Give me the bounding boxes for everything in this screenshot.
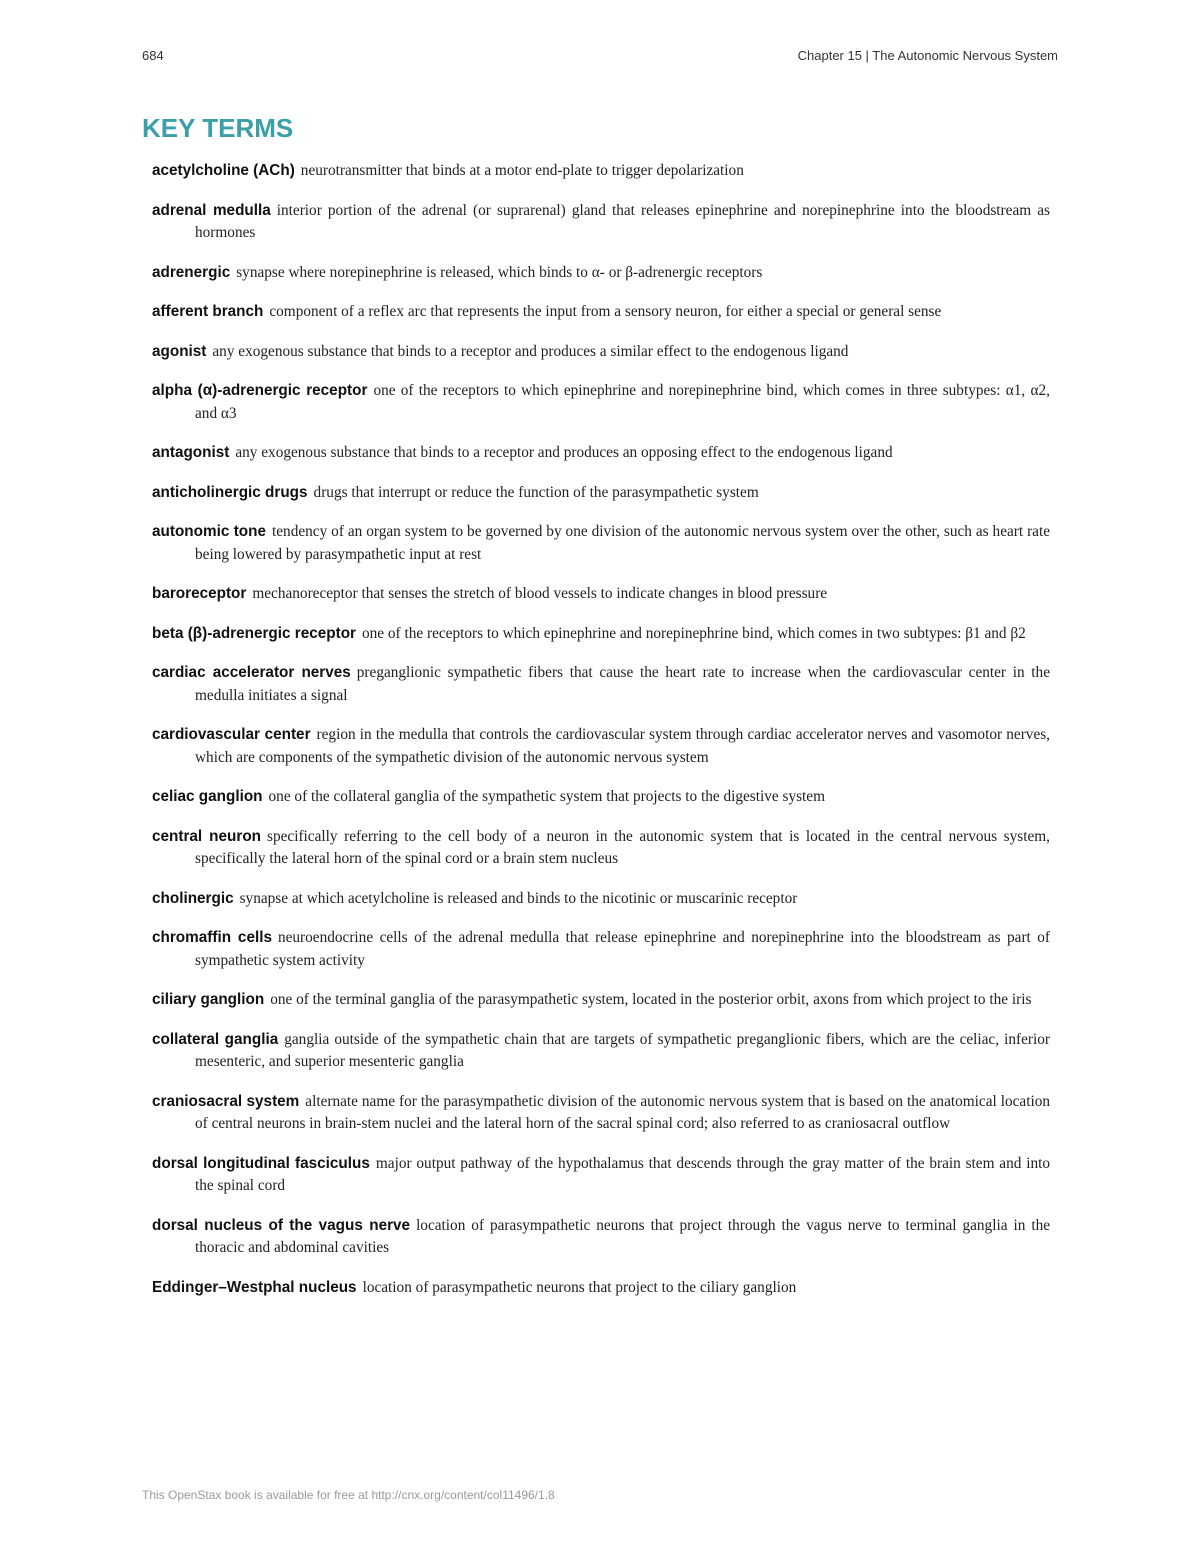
running-header: Chapter 15 | The Autonomic Nervous System — [797, 48, 1058, 63]
term-name: dorsal nucleus of the vagus nerve — [152, 1216, 411, 1234]
term-definition: component of a reflex arc that represents the input from a sensory neuron, for either a special or general sense — [269, 303, 942, 320]
term-definition: synapse at which acetylcholine is released and binds to the nicotinic or muscarinic receptor — [239, 889, 798, 907]
term-definition: synapse where norepinephrine is released, which binds to α- or β-adrenergic receptors — [236, 263, 763, 281]
section-title: KEY TERMS — [142, 113, 294, 143]
term-name: acetylcholine (ACh) — [152, 162, 295, 179]
glossary-entry — [152, 623, 1050, 646]
glossary-entry — [152, 160, 1050, 183]
term-definition: specifically referring to the cell body of a neuron in the autonomic system that is located in the central nervous system, specifically the lateral horn of the spinal cord or a brain stem nucleus — [195, 827, 1050, 867]
glossary-entry — [152, 1277, 1050, 1300]
term-name: cardiovascular center — [152, 726, 311, 743]
glossary-entry — [152, 1029, 1050, 1074]
term-definition: one of the receptors to which epinephrine and norepinephrine bind, which comes in three subtypes: α1, α2, and α3 — [195, 382, 1050, 422]
term-definition: interior portion of the adrenal (or suprarenal) gland that releases epinephrine and norepinephrine into the bloodstream as hormones — [195, 201, 1050, 241]
term-name: autonomic tone — [152, 523, 267, 540]
term-name: adrenal medulla — [152, 201, 271, 219]
term-definition: one of the receptors to which epinephrine and norepinephrine bind, which comes in two subtypes: β1 and β2 — [362, 624, 1026, 642]
term-name: celiac ganglion — [152, 788, 263, 805]
term-definition: preganglionic sympathetic fibers that cause the heart rate to increase when the cardiovascular center in the medulla initiates a signal — [195, 664, 1050, 704]
term-definition: any exogenous substance that binds to a receptor and produces a similar effect to the endogenous ligand — [212, 342, 849, 360]
glossary-entry — [152, 583, 1050, 606]
term-name: antagonist — [152, 444, 230, 461]
glossary-entry — [152, 442, 1050, 465]
term-definition: drugs that interrupt or reduce the function of the parasympathetic system — [313, 483, 759, 501]
term-name: alpha (α)-adrenergic receptor — [152, 382, 368, 399]
glossary-entry — [152, 1215, 1050, 1260]
term-definition: one of the collateral ganglia of the sympathetic system that projects to the digestive system — [268, 788, 825, 805]
glossary-entry — [152, 927, 1050, 972]
glossary-entry — [152, 200, 1050, 245]
term-definition: location of parasympathetic neurons that project through the vagus nerve to terminal ganglia in the thoracic and abdominal cavities — [195, 1216, 1051, 1256]
glossary-entry — [152, 301, 1050, 324]
glossary-entry — [152, 786, 1050, 809]
glossary-entry — [152, 262, 1050, 285]
glossary-entry — [152, 380, 1050, 425]
term-name: cholinergic — [152, 889, 234, 907]
glossary-entry — [152, 662, 1050, 707]
page-number: 684 — [142, 48, 164, 63]
glossary-entry — [152, 888, 1050, 911]
glossary-entry — [152, 1091, 1050, 1136]
footer-note: This OpenStax book is available for free at http://cnx.org/content/col11496/1.8 — [142, 1488, 555, 1502]
term-name: beta (β)-adrenergic receptor — [152, 624, 356, 642]
term-definition: ganglia outside of the sympathetic chain that are targets of sympathetic preganglionic fibers, which are the celiac, inferior mesenteric, and superior mesenteric ganglia — [195, 1030, 1051, 1070]
glossary-entry — [152, 989, 1050, 1012]
glossary-entry — [152, 341, 1050, 364]
term-name: adrenergic — [152, 263, 231, 281]
term-name: collateral ganglia — [152, 1030, 279, 1048]
term-name: central neuron — [152, 827, 262, 845]
term-definition: alternate name for the parasympathetic division of the autonomic nervous system that is based on the anatomical location of central neurons in brain-stem nuclei and the lateral horn of the sacral spinal cord; also referred to as craniosacral outflow — [195, 1092, 1050, 1132]
term-definition: major output pathway of the hypothalamus that descends through the gray matter of the brain stem and into the spinal cord — [195, 1154, 1050, 1194]
term-name: afferent branch — [152, 303, 264, 320]
term-definition: location of parasympathetic neurons that project to the ciliary ganglion — [362, 1278, 797, 1296]
key-terms-list — [152, 160, 1050, 1316]
term-name: cardiac accelerator nerves — [152, 664, 351, 681]
glossary-entry — [152, 826, 1050, 871]
glossary-entry — [152, 521, 1050, 566]
term-name: baroreceptor — [152, 585, 247, 602]
term-name: dorsal longitudinal fasciculus — [152, 1154, 370, 1172]
term-definition: neuroendocrine cells of the adrenal medulla that release epinephrine and norepinephrine into the bloodstream as part of sympathetic system activity — [195, 929, 1051, 969]
term-definition: region in the medulla that controls the cardiovascular system through cardiac accelerator nerves and vasomotor nerves, which are components of the sympathetic division of the autonomic nervous system — [195, 726, 1051, 766]
glossary-entry — [152, 482, 1050, 505]
term-definition: neurotransmitter that binds at a motor end-plate to trigger depolarization — [300, 162, 744, 179]
term-name: anticholinergic drugs — [152, 483, 308, 501]
term-definition: one of the terminal ganglia of the parasympathetic system, located in the posterior orbit, axons from which project to the iris — [270, 991, 1032, 1008]
term-name: ciliary ganglion — [152, 991, 265, 1008]
term-definition: tendency of an organ system to be governed by one division of the autonomic nervous system over the other, such as heart rate being lowered by parasympathetic input at rest — [195, 523, 1050, 563]
term-definition: any exogenous substance that binds to a receptor and produces an opposing effect to the endogenous ligand — [235, 444, 893, 461]
term-name: agonist — [152, 342, 207, 360]
glossary-entry — [152, 1153, 1050, 1198]
glossary-entry — [152, 724, 1050, 769]
term-name: craniosacral system — [152, 1092, 300, 1110]
term-definition: mechanoreceptor that senses the stretch of blood vessels to indicate changes in blood pressure — [252, 585, 828, 602]
term-name: chromaffin cells — [152, 929, 272, 946]
term-name: Eddinger–Westphal nucleus — [152, 1278, 357, 1296]
